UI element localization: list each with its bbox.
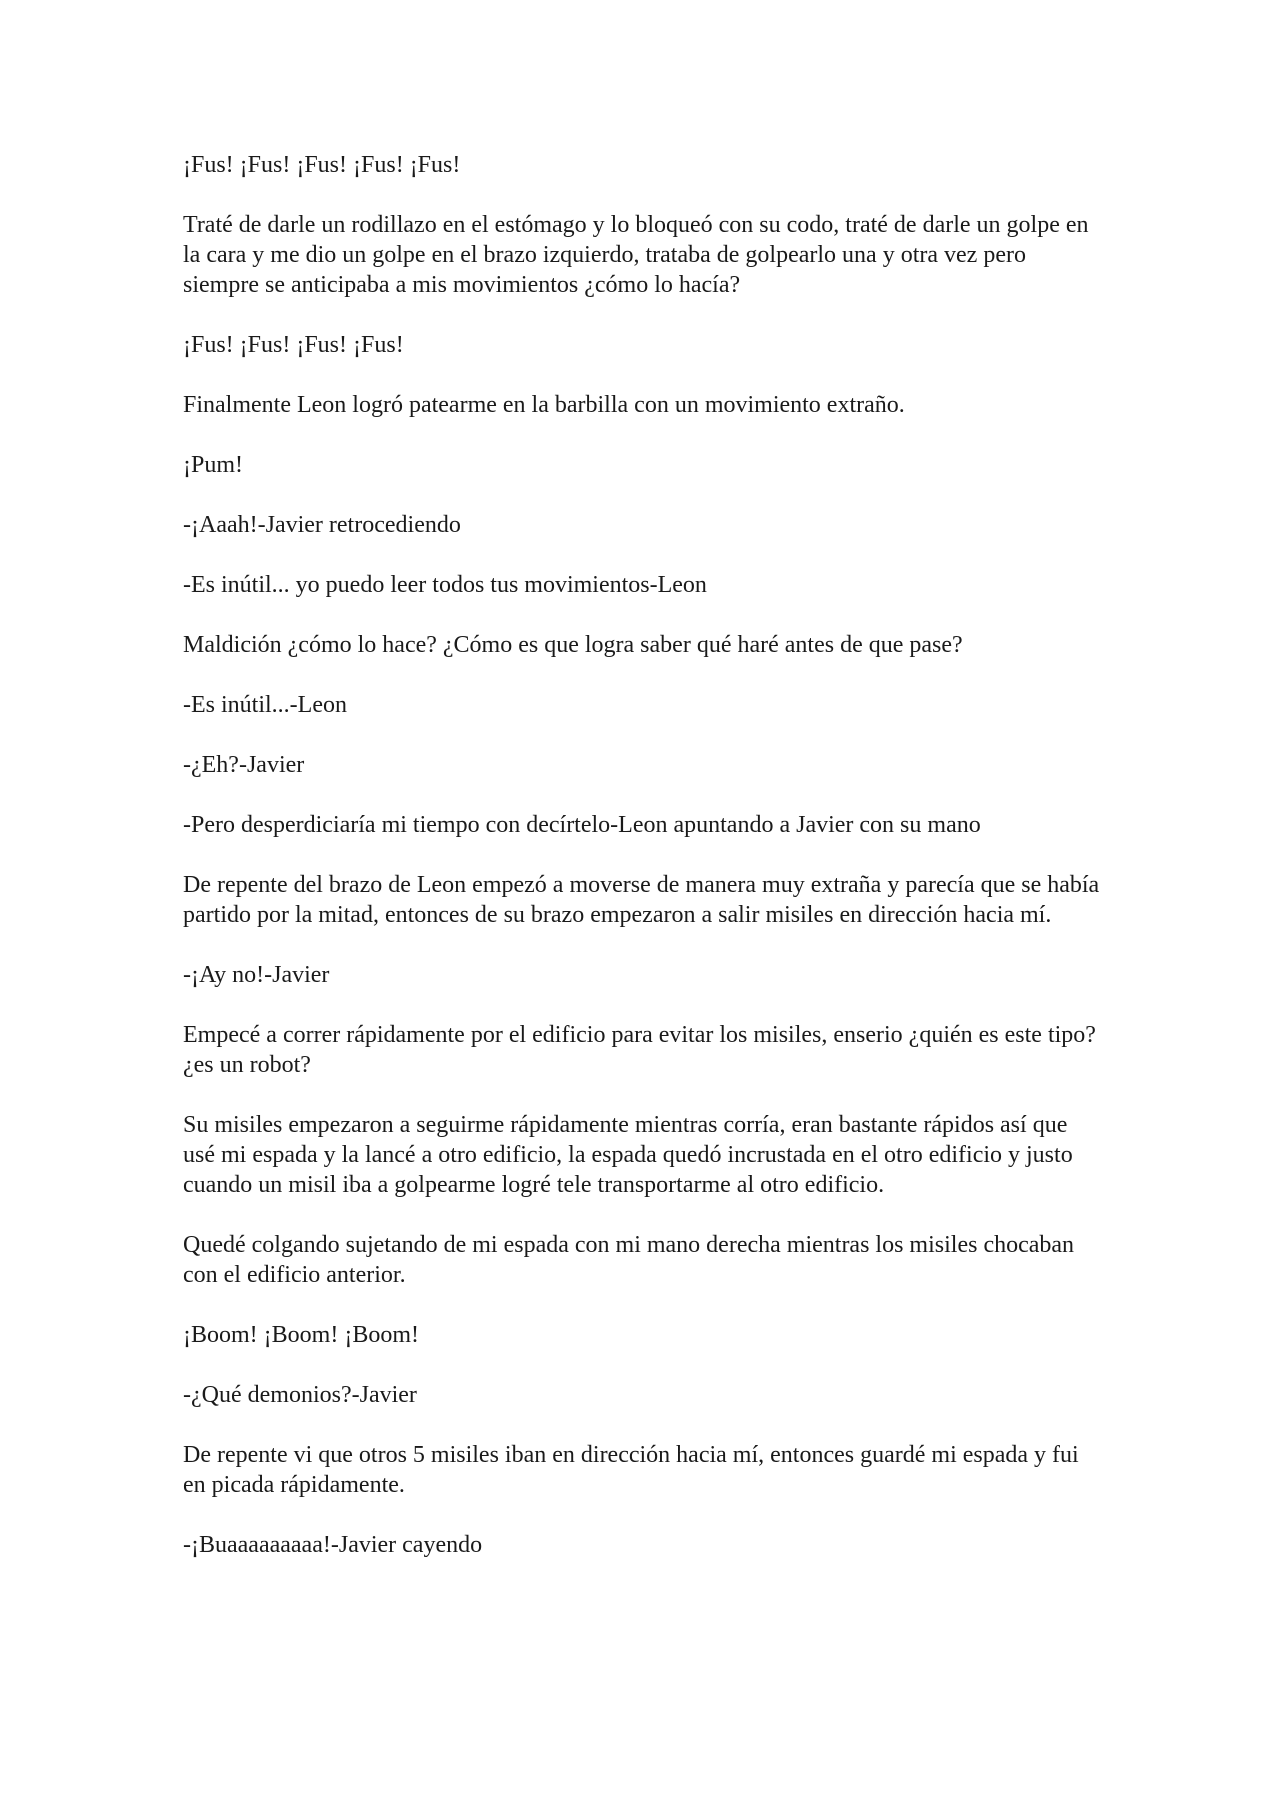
paragraph-4: Finalmente Leon logró patearme en la barbilla con un movimiento extraño. [183, 392, 905, 418]
document-body [183, 150, 1103, 1590]
paragraph-10: -¿Eh?-Javier [183, 752, 305, 778]
paragraph-2: Traté de darle un rodillazo en el estómago y lo bloqueó con su codo, traté de darle un golpe en la cara y me dio un golpe en el brazo izquierdo, trataba de golpearlo una y otra vez pero siempre se anticipaba a mis movimientos ¿cómo lo hacía? [183, 212, 1089, 298]
paragraph-15: Su misiles empezaron a seguirme rápidamente mientras corría, eran bastante rápidos así que usé mi espada y la lancé a otro edificio, la espada quedó incrustada en el otro edificio y justo cuando un misil iba a golpearme logré tele transportarme al otro edificio. [183, 1112, 1073, 1198]
paragraph-6: -¡Aaah!-Javier retrocediendo [183, 512, 461, 538]
paragraph-17: ¡Boom! ¡Boom! ¡Boom! [183, 1322, 419, 1348]
paragraph-20: -¡Buaaaaaaaaa!-Javier cayendo [183, 1532, 483, 1558]
paragraph-1: ¡Fus! ¡Fus! ¡Fus! ¡Fus! ¡Fus! [183, 152, 461, 178]
paragraph-5: ¡Pum! [183, 452, 243, 478]
paragraph-19: De repente vi que otros 5 misiles iban en dirección hacia mí, entonces guardé mi espada y fui en picada rápidamente. [183, 1442, 1079, 1498]
paragraph-11: -Pero desperdiciaría mi tiempo con decírtelo-Leon apuntando a Javier con su mano [183, 812, 981, 838]
paragraph-9: -Es inútil...-Leon [183, 692, 347, 718]
paragraph-12: De repente del brazo de Leon empezó a moverse de manera muy extraña y parecía que se había partido por la mitad, entonces de su brazo empezaron a salir misiles en dirección hacia mí. [183, 872, 1100, 928]
paragraph-14: Empecé a correr rápidamente por el edificio para evitar los misiles, enserio ¿quién es este tipo? ¿es un robot? [183, 1022, 1096, 1078]
paragraph-16: Quedé colgando sujetando de mi espada con mi mano derecha mientras los misiles chocaban con el edificio anterior. [183, 1232, 1075, 1288]
paragraph-18: -¿Qué demonios?-Javier [183, 1382, 417, 1408]
paragraph-13: -¡Ay no!-Javier [183, 962, 330, 988]
paragraph-8: Maldición ¿cómo lo hace? ¿Cómo es que logra saber qué haré antes de que pase? [183, 632, 963, 658]
paragraph-7: -Es inútil... yo puedo leer todos tus movimientos-Leon [183, 572, 707, 598]
paragraph-3: ¡Fus! ¡Fus! ¡Fus! ¡Fus! [183, 332, 404, 358]
